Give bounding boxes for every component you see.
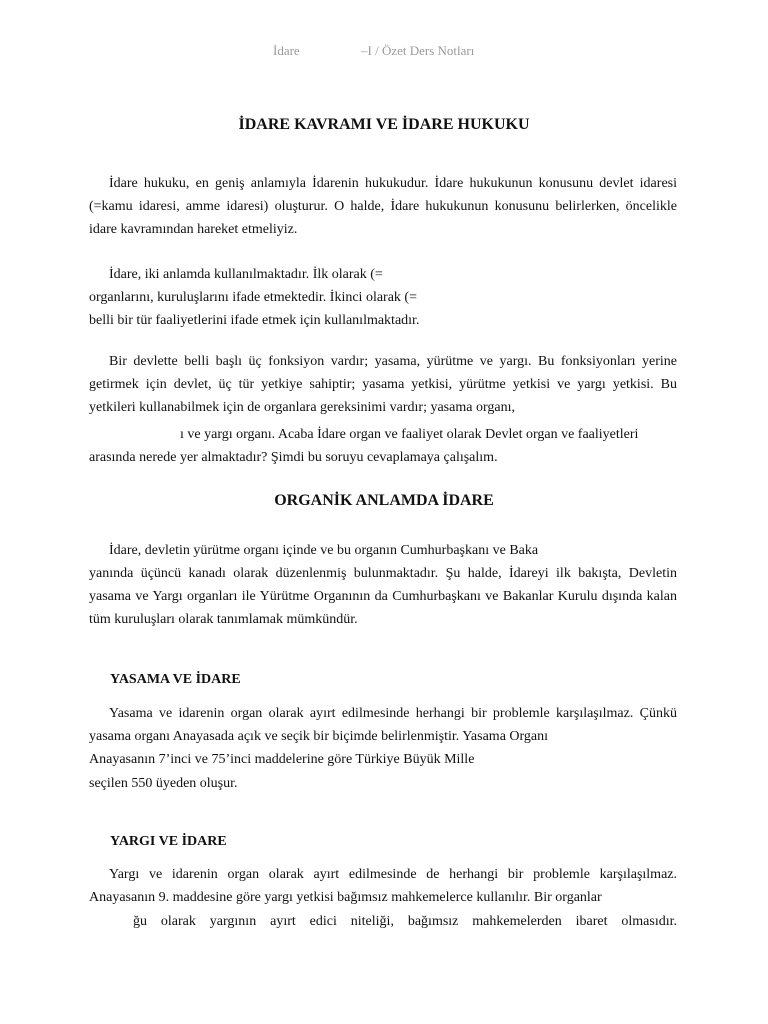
paragraph-5: Yasama ve idarenin organ olarak ayırt edilmesinde herhangi bir problemle karşılaşılmaz. Çünkü yasama organı Anayasada açık ve seçik bir biçimde belirlenmiştir. Yasama Organı [89, 706, 677, 744]
paragraph-6: Yargı ve idarenin organ olarak ayırt edilmesinde de herhangi bir problemle karşılaşılmaz. Anayasanın 9. maddesine göre yargı yetkisi bağımsız mahkemelerce kullanılır. Bir organlar [89, 867, 677, 905]
paragraph-5-line-4: seçilen 550 üyeden oluşur. [89, 776, 238, 791]
paragraph-1: İdare hukuku, en geniş anlamıyla İdarenin hukukudur. İdare hukukunun konusunu devlet idaresi (=kamu idaresi, amme idaresi) oluşturur. O halde, İdare hukukunun konusunu belirlerken, öncelikle idare kavramından hareket etmeliyiz. [89, 176, 677, 237]
section-title-yargi: YARGI VE İDARE [110, 834, 227, 849]
paragraph-5-line-3: Anayasanın 7’inci ve 75’inci maddelerine göre Türkiye Büyük Mille [89, 752, 475, 767]
section-title-organik: ORGANİK ANLAMDA İDARE [274, 492, 494, 509]
paragraph-3-line-4: ı ve yargı organı. Acaba İdare organ ve faaliyet olarak Devlet organ ve faaliyetleri [180, 427, 639, 442]
page-header [0, 43, 768, 61]
paragraph-3: Bir devlette belli başlı üç fonksiyon vardır; yasama, yürütme ve yargı. Bu fonksiyonları yerine getirmek için devlet, üç tür yetkiye sahiptir; yasama yetkisi, yürütme yetkisi ve yargı yetkisi. Bu yetkileri kullanabilmek için de organlara gereksinimi vardır; yasama organı, [89, 354, 677, 415]
paragraph-3-line-5: arasında nerede yer almaktadır? Şimdi bu soruyu cevaplamaya çalışalım. [89, 450, 498, 465]
section-title-yasama: YASAMA VE İDARE [110, 672, 241, 687]
header-left-text: İdare [273, 43, 300, 58]
paragraph-2-line-3: belli bir tür faaliyetlerini ifade etmek için kullanılmaktadır. [89, 313, 420, 328]
document-title: İDARE KAVRAMI VE İDARE HUKUKU [238, 116, 530, 133]
header-right-text: –I / Özet Ders Notları [361, 43, 475, 58]
paragraph-2-line-2: organlarını, kuruluşlarını ifade etmektedir. İkinci olarak (= [89, 290, 417, 305]
paragraph-2-line-1: İdare, iki anlamda kullanılmaktadır. İlk olarak (= [109, 267, 383, 282]
paragraph-4: yanında üçüncü kanadı olarak düzenlenmiş bulunmaktadır. Şu halde, İdareyi ilk bakışta, Devletin yasama ve Yargı organları ile Yürütme Organının da Cumhurbaşkanı ve Bakanlar Kurulu dışında kalan tüm kuruluşları olarak tanımlamak mümkündür. [89, 566, 677, 627]
paragraph-4-line-1: İdare, devletin yürütme organı içinde ve bu organın Cumhurbaşkanı ve Baka [109, 543, 539, 558]
paragraph-6-line-3: ğu olarak yargının ayırt edici niteliği, bağımsız mahkemelerden ibaret olmasıdır. [133, 914, 677, 929]
